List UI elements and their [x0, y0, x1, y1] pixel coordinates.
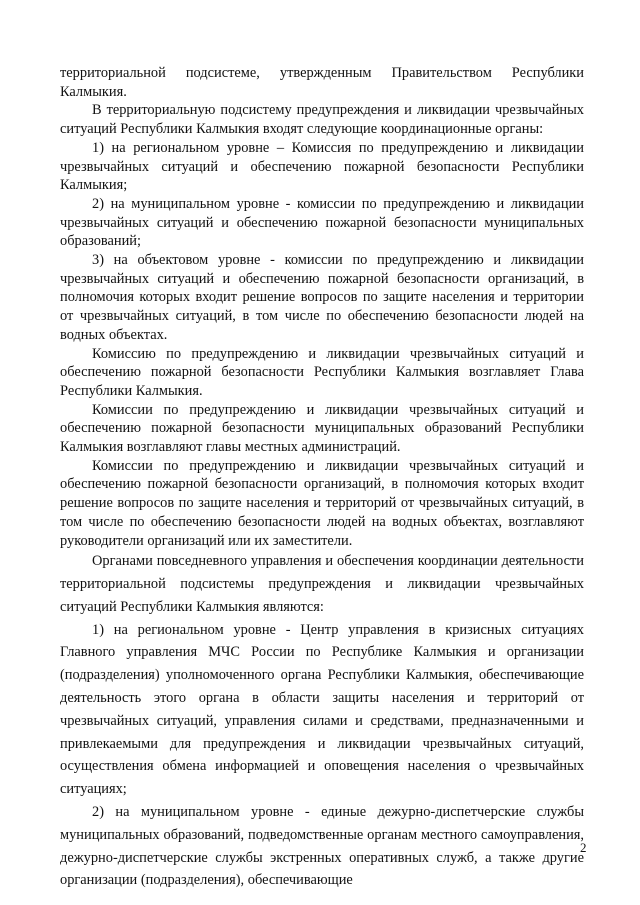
list-item-municipal-level: 2) на муниципальном уровне - комиссии по предупреждению и ликвидации чрезвычайных ситуаций и обеспечению пожарной безопасности муниципальных образований;: [60, 195, 584, 250]
paragraph-organization-commission-head: Комиссии по предупреждению и ликвидации чрезвычайных ситуаций и обеспечению пожарной безопасности организаций, в полномочия которых входит решение вопросов по защите населения и территорий от чрезвычайных ситуаций, в том числе по обеспечению безопасности людей на водных объектах, возглавляют руководители организаций или их заместители.: [60, 457, 584, 549]
page-number: 2: [580, 840, 587, 855]
list-item-regional-level: 1) на региональном уровне – Комиссия по предупреждению и ликвидации чрезвычайных ситуаций и обеспечению пожарной безопасности Республики Калмыкия;: [60, 139, 584, 194]
paragraph-municipal-commission-head: Комиссии по предупреждению и ликвидации чрезвычайных ситуаций и обеспечению пожарной безопасности муниципальных образований Республики Калмыкия возглавляют главы местных администраций.: [60, 401, 584, 456]
document-body: [60, 64, 584, 892]
paragraph-coordination-bodies: В территориальную подсистему предупреждения и ликвидации чрезвычайных ситуаций Республики Калмыкия входят следующие координационные органы:: [60, 102, 584, 138]
paragraph-daily-management-bodies: Органами повседневного управления и обеспечения координации деятельности территориальной подсистемы предупреждения и ликвидации чрезвычайных ситуаций Республики Калмыкия являются:: [60, 553, 584, 615]
list-item-municipal-management: 2) на муниципальном уровне - единые дежурно-диспетчерские службы муниципальных образований, подведомственные органам местного самоуправления, дежурно-диспетчерские службы экстренных оперативных служб, а также другие организации (подразделения), обеспечивающие: [60, 804, 584, 889]
list-item-regional-management: 1) на региональном уровне - Центр управления в кризисных ситуациях Главного управления МЧС России по Республике Калмыкия и организации (подразделения) уполномоченного органа Республики Калмыкия, обеспечивающие деятельность этого органа в области защиты населения и территорий от чрезвычайных ситуаций, управления силами и средствами, предназначенными и привлекаемыми для предупреждения и ликвидации чрезвычайных ситуаций, осуществления обмена информацией и оповещения населения о чрезвычайных ситуациях;: [60, 621, 584, 798]
paragraph-continuation: территориальной подсистеме, утвержденным Правительством Республики Калмыкия.: [60, 65, 584, 100]
paragraph-republic-commission-head: Комиссию по предупреждению и ликвидации чрезвычайных ситуаций и обеспечению пожарной безопасности Республики Калмыкия возглавляет Глава Республики Калмыкия.: [60, 345, 584, 399]
list-item-object-level: 3) на объектовом уровне - комиссии по предупреждению и ликвидации чрезвычайных ситуаций и обеспечению пожарной безопасности организаций, в полномочия которых входит решение вопросов по защите населения и территории от чрезвычайных ситуаций, в том числе по обеспечению безопасности людей на водных объектах.: [60, 252, 584, 343]
